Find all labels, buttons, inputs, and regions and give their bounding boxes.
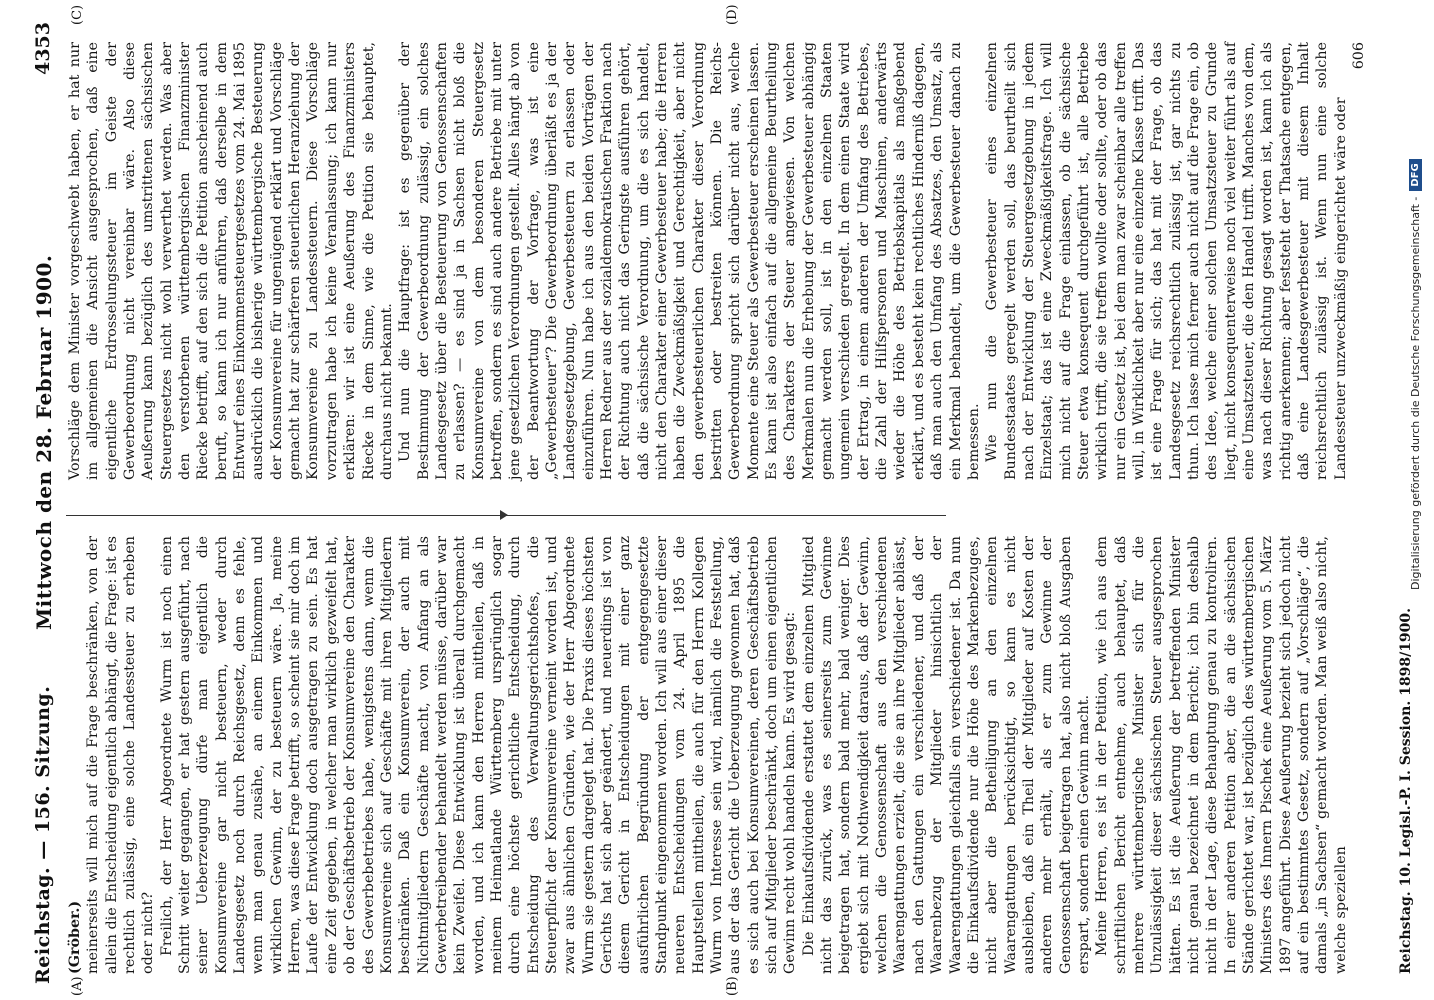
- right-paragraph: Wie nun die Gewerbesteuer eines einzelnen Bundesstaates geregelt werden soll, das beurtheilt sich nach der Entwicklung der Steuergesetzgebung in jedem Einzelstaat; das ist eine Zweckmäßigkeitsfrage. Ich will mich nicht auf die Frage einlassen, ob die sächsische Steuer etwa konsequent durchgeführt ist, alle Betriebe wirklich trifft, die sie treffen wollte oder sollte, oder ob das nur ein Gesetz ist, bei dem man zwar scheinbar alle treffen will, in Wirklichkeit aber nur eine einzelne Klasse trifft. Das ist eine Frage für sich; das hat mit der Frage, ob das Landesgesetz reichsrechtlich zulässig ist, gar nichts zu thun. Ich lasse mich ferner auch nicht auf die Frage ein, ob des Idee, welche einer solchen Umsatzsteuer zu Grunde liegt, nicht konsequenterweise noch viel weiter führt als auf eine Umsatzsteuer, die den Handel trifft. Manches von dem, was nach dieser Richtung gesagt worden ist, kann ich als richtig anerkennen; aber feststeht der Thatsache entgegen, daß eine Landesgewerbesteuer mit diesem Inhalt reichsrechtlich zulässig ist. Wenn nun eine solche Landessteuer unzweckmäßig eingerichtet wäre oder: [984, 42, 1349, 480]
- left-paragraph: Freilich, der Herr Abgeordnete Wurm ist noch einen Schritt weiter gegangen, er hat gestern ausgeführt, nach seiner Ueberzeugung dürfe man eigentlich die Konsumvereine gar nicht besteuern, weder durch Landesgesetz noch durch Reichsgesetz, denn es fehle, wenn man genau zusähe, an einem Einkommen und wirklichen Gewinn, der zu besteuern wäre. Ja, meine Herren, was diese Frage betrifft, so scheint sie mir doch im Laufe der Entwicklung doch ausgetragen zu sein. Es hat eine Zeit gegeben, in welcher man wirklich gezweifelt hat, ob der Geschäftsbetrieb der Konsumvereine den Charakter des Gewerbebetriebes habe, wenigstens dann, wenn die Konsumvereine sich auf Geschäfte mit ihren Mitgliedern beschränken. Daß ein Konsumverein, der auch mit Nichtmitgliedern Geschäfte macht, von Anfang an als Gewerbetreibender behandelt werden müsse, darüber war kein Zweifel. Diese Entwicklung ist überall durchgemacht worden, und ich kann den Herren mittheilen, daß in meinem Heimatlande Württemberg ursprünglich sogar durch eine höchste gerichtliche Entscheidung, durch Entscheidung des Verwaltungsgerichtshofes, die Steuerpflicht der Konsumvereine verneint worden ist, und zwar aus ähnlichen Gründen, wie der Herr Abgeordnete Wurm sie gestern dargelegt hat. Die Praxis dieses höchsten Gerichts hat sich aber geändert, und neuerdings ist von diesem Gericht in Entscheidungen mit einer ganz ausführlichen Begründung der entgegengesetzte Standpunkt eingenommen worden. Ich will aus einer dieser neueren Entscheidungen vom 24. April 1895 die Hauptstellen mittheilen, die auch für den Herrn Kollegen Wurm von Interesse sein wird, nämlich die Feststellung, aus der das Gericht die Ueberzeugung gewonnen hat, daß es sich auch bei Konsumvereinen, deren Geschäftsbetrieb sich auf Mitglieder beschränkt, doch um einen eigentlichen Gewinn recht wohl handeln kann. Es wird gesagt:: [158, 536, 799, 974]
- right-paragraph: Und nun die Hauptfrage: ist es gegenüber der Bestimmung der Gewerbeordnung zulässig, ein solches Landesgesetz über die Besteuerung von Genossenschaften zu erlassen? — es sind ja in Sachsen nicht bloß die Konsumvereine von dem besonderen Steuergesetz betroffen, sondern es sind auch andere Betriebe mit unter jene gesetzlichen Verordnungen gestellt. Alles hängt ab von der Beantwortung der Vorfrage, was ist eine „Gewerbesteuer“? Die Gewerbeordnung überläßt es ja der Landesgesetzgebung, Gewerbesteuern zu erlassen oder einzuführen. Nun habe ich aus den beiden Vorträgen der Herren Redner aus der sozialdemokratischen Fraktion nach der Richtung auch nicht das Geringste ausführen gehört, daß die sächsische Verordnung, um die es sich handelt, nicht den Charakter einer Gewerbesteuer habe; die Herren haben die Zweckmäßigkeit und Gerechtigkeit, aber nicht den gewerbesteuerlichen Charakter dieser Verordnung bestritten oder bestreiten können. Die Reichs-Gewerbeordnung spricht sich darüber nicht aus, welche Momente eine Steuer als Gewerbesteuer erscheinen lassen. Es kann ist also einfach auf die allgemeine Beurtheilung des Charakters der Steuer angewiesen. Von welchen Merkmalen nun die Erhebung der Gewerbesteuer abhängig gemacht werden soll, ist in den einzelnen Staaten ungemein verschieden geregelt. In dem einen Staate wird der Ertrag, in einem anderen der Umfang des Betriebes, die Zahl der Hilfspersonen und Maschinen, anderwärts wieder die Höhe des Betriebskapitals als maßgebend erklärt, und es besteht kein rechtliches Hinderniß dagegen, daß man auch den Umfang des Absatzes, den Umsatz, als ein Merkmal behandelt, um die Gewerbesteuer danach zu bemessen.: [397, 42, 982, 480]
- dfg-logo: DFG: [1409, 159, 1422, 190]
- marker-d: (D): [725, 4, 740, 25]
- left-paragraph-quote: Die Einkaufsdividende erstattet dem einzelnen Mitglied nicht das zurück, was es seinerseits zum Gewinne beigetragen hat, sondern bald mehr, bald weniger. Dies ergiebt sich mit Nothwendigkeit daraus, daß der Gewinn, welchen die Genossenschaft aus den verschiedenen Waarengattungen erzielt, die sie an ihre Mitglieder ablässt, nach den Gattungen ein verschiedener, und daß der Waarenbezug der Mitglieder hinsichtlich der Waarengattungen gleichfalls ein verschiedener ist. Da nun die Einkaufsdividende nur die Höhe des Markenbezuges, nicht aber die Betheiligung an den einzelnen Waarengattungen berücksichtigt, so kann es nicht ausbleiben, daß ein Theil der Mitglieder auf Kosten der anderen mehr erhält, als er zum Gewinne der Genossenschaft beigetragen hat, also nicht bloß Ausgaben erspart, sondern einen Gewinn macht.: [800, 536, 1092, 974]
- page-number: 4353: [32, 22, 54, 75]
- header-left: Reichstag. — 156. Sitzung.: [32, 685, 54, 984]
- left-column: [66, 536, 1350, 974]
- page-header: [28, 0, 64, 1000]
- digitization-credit: [1400, 0, 1434, 1000]
- marker-c: (C): [70, 4, 85, 25]
- marker-b: (B): [725, 976, 740, 996]
- speaker-name: (Gröber.): [67, 900, 83, 974]
- divider-arrow: [500, 510, 508, 520]
- credit-text: Digitalisierung gefördert durch die Deutsche Forschungsgemeinschaft -: [1408, 196, 1422, 590]
- right-column: [66, 42, 1368, 480]
- right-paragraph: Vorschläge dem Minister vorgeschwebt haben, er hat nur im allgemeinen die Ansicht ausgesprochen, daß eine eigentliche Erdrosselungssteuer im Geiste der Gewerbeordnung nicht vereinbar wäre. Also diese Aeußerung kann bezüglich des umstrittenen sächsischen Steuergesetzes nicht wohl verwerthet werden. Was aber den verstorbenen württembergischen Finanzminister Riecke betrifft, auf den sich die Petition anscheinend auch beruft, so kann ich nur anführen, daß derselbe in dem Entwurf eines Einkommensteuergesetzes vom 24. Mai 1895 ausdrücklich die bisherige württembergische Besteuerung der Konsumvereine für ungenügend erklärt und Vorschläge gemacht hat zur schärferen steuerlichen Heranziehung der Konsumvereine zu Landessteuern. Diese Vorschläge vorzutragen habe ich keine Veranlassung; ich kann nur erklären: wir ist eine Aeußerung des Finanzministers Riecke in dem Sinne, wie die Petition sie behauptet, durchaus nicht bekannt.: [67, 42, 395, 480]
- left-paragraph: Meine Herren, es ist in der Petition, wie ich aus dem schriftlichen Bericht entnehme, auch behauptet, daß mehrere württembergische Minister sich für die Unzulässigkeit dieser sächsischen Steuer ausgesprochen hätten. Es ist die Aeußerung der betreffenden Minister nicht genau bezeichnet in dem Bericht; ich bin deshalb nicht in der Lage, diese Behauptung genau zu kontroliren. In einer anderen Petition aber, die an die sächsischen Stände gerichtet war, ist bezüglich des württembergischen Ministers des Innern Pischek eine Aeußerung vom 5. März 1897 angeführt. Diese Aeußerung bezieht sich jedoch nicht auf ein bestimmtes Gesetz, sondern auf „Vorschläge“, die damals „in Sachsen“ gemacht worden. Man weiß also nicht, welche speziellen: [1094, 536, 1349, 974]
- page-footer: Reichstag. 10. Legisl.-P. I. Session. 1898/1900.: [1398, 607, 1414, 974]
- marker-a: (A): [70, 976, 85, 996]
- page-signature: 606: [1351, 42, 1368, 70]
- left-paragraph: meinerseits will mich auf die Frage beschränken, von der allein die Entscheidung eigentlich abhängt, die Frage: ist es rechtlich zulässig, eine solche Landessteuer zu erheben oder nicht?: [85, 536, 157, 974]
- header-date: Mittwoch den 28. Februar 1900.: [32, 254, 56, 630]
